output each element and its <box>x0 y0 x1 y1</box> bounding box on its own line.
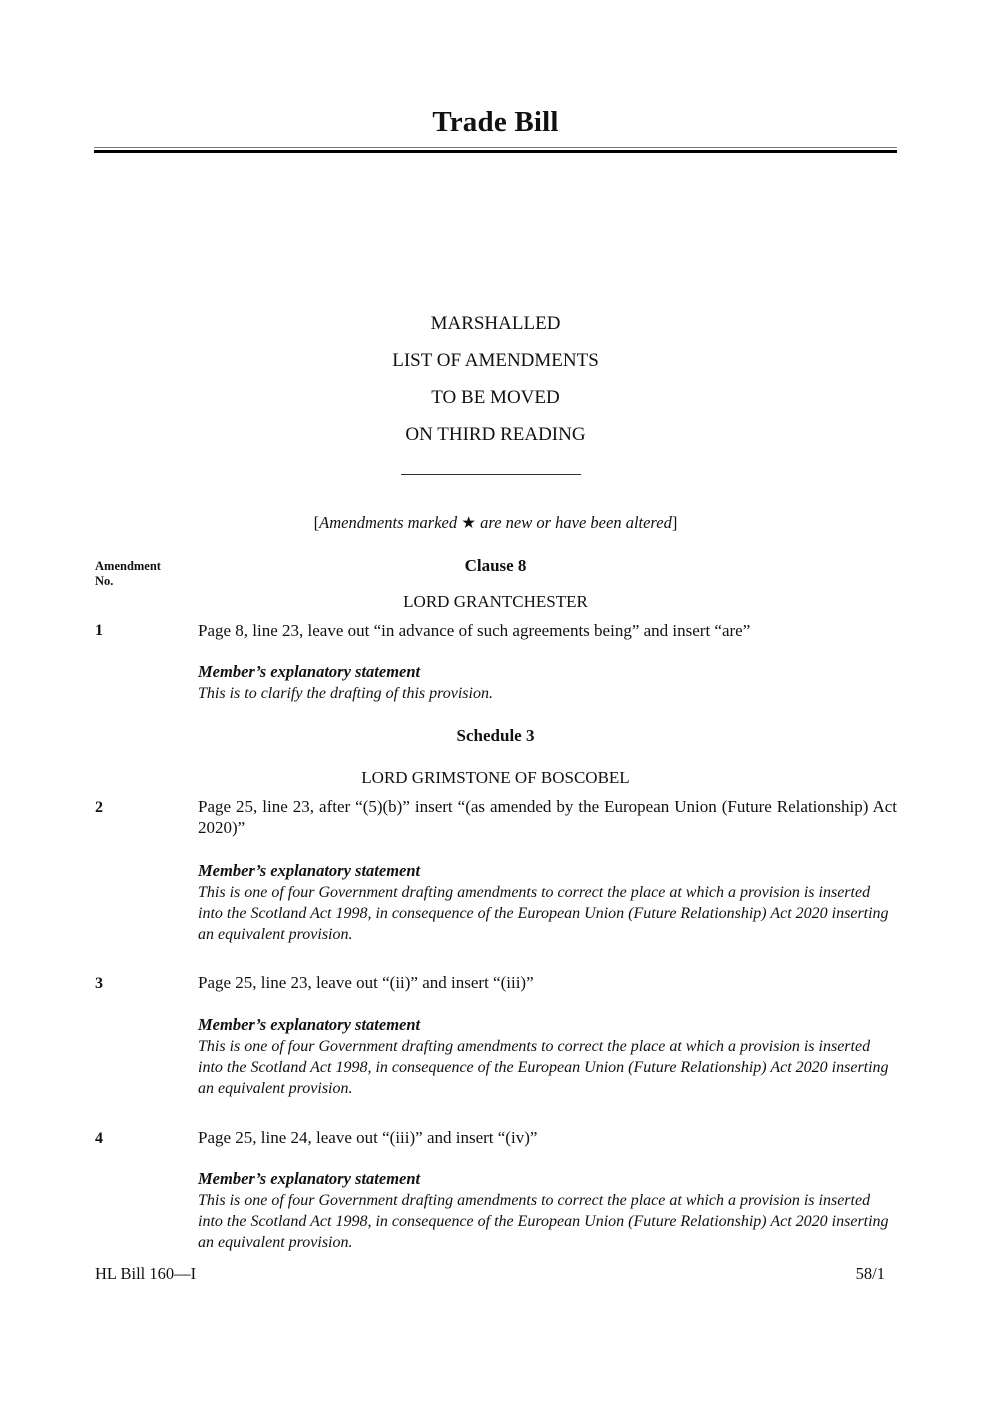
amendment-number: 2 <box>95 799 103 816</box>
statement-title: Member’s explanatory statement <box>198 662 421 681</box>
title-rule-thick <box>94 150 897 153</box>
amendment-number: 1 <box>95 622 103 639</box>
separator-rule <box>401 474 581 475</box>
amendments-notice <box>94 513 897 533</box>
star-icon: ★ <box>461 513 477 532</box>
marshalled-line: ON THIRD READING <box>405 424 586 445</box>
member-name: LORD GRIMSTONE OF BOSCOBEL <box>361 768 630 787</box>
statement-body: This is one of four Government drafting amendments to correct the place at which a provision is inserted into the Scotland Act 1998, in consequence of the European Union (Future Relationship) Act 2020 inserting an equivalent provision. <box>198 1192 889 1251</box>
label-line: Amendment <box>95 559 161 573</box>
amendment-number: 3 <box>95 975 103 992</box>
member-name: LORD GRANTCHESTER <box>403 592 588 611</box>
statement-title: Member’s explanatory statement <box>198 1015 421 1034</box>
amendment-text: Page 25, line 24, leave out “(iii)” and insert “(iv)” <box>198 1128 538 1147</box>
label-line: No. <box>95 574 114 588</box>
bracket-open: [ <box>313 513 320 532</box>
section-heading: Schedule 3 <box>456 726 535 745</box>
bill-title: Trade Bill <box>432 106 559 138</box>
marshalled-line: MARSHALLED <box>430 313 561 334</box>
bracket-close: ] <box>671 513 678 532</box>
marshalled-heading <box>94 305 897 453</box>
marshalled-line: TO BE MOVED <box>431 387 560 408</box>
title-rule-thin <box>94 147 897 148</box>
amendment-number: 4 <box>95 1130 103 1147</box>
statement-title: Member’s explanatory statement <box>198 861 421 880</box>
marshalled-line: LIST OF AMENDMENTS <box>392 350 599 371</box>
section-heading: Clause 8 <box>464 556 527 575</box>
amendment-text: Page 25, line 23, leave out “(ii)” and insert “(iii)” <box>198 973 534 992</box>
statement-body: This is one of four Government drafting amendments to correct the place at which a provision is inserted into the Scotland Act 1998, in consequence of the European Union (Future Relationship) Act 2020 inserting an equivalent provision. <box>198 884 889 943</box>
amendment-text: Page 8, line 23, leave out “in advance of such agreements being” and insert “are” <box>198 621 751 640</box>
page-reference: 58/1 <box>855 1264 885 1283</box>
statement-body: This is to clarify the drafting of this provision. <box>198 685 493 702</box>
statement-body: This is one of four Government drafting amendments to correct the place at which a provision is inserted into the Scotland Act 1998, in consequence of the European Union (Future Relationship) Act 2020 inserting an equivalent provision. <box>198 1038 889 1097</box>
notice-text: Amendments marked <box>319 513 462 532</box>
amendment-text: Page 25, line 23, after “(5)(b)” insert “(as amended by the European Union (Future Relationship) Act 2020)” <box>198 797 897 837</box>
bill-reference: HL Bill 160—I <box>95 1264 197 1283</box>
statement-title: Member’s explanatory statement <box>198 1169 421 1188</box>
notice-text: are new or have been altered <box>476 513 672 532</box>
